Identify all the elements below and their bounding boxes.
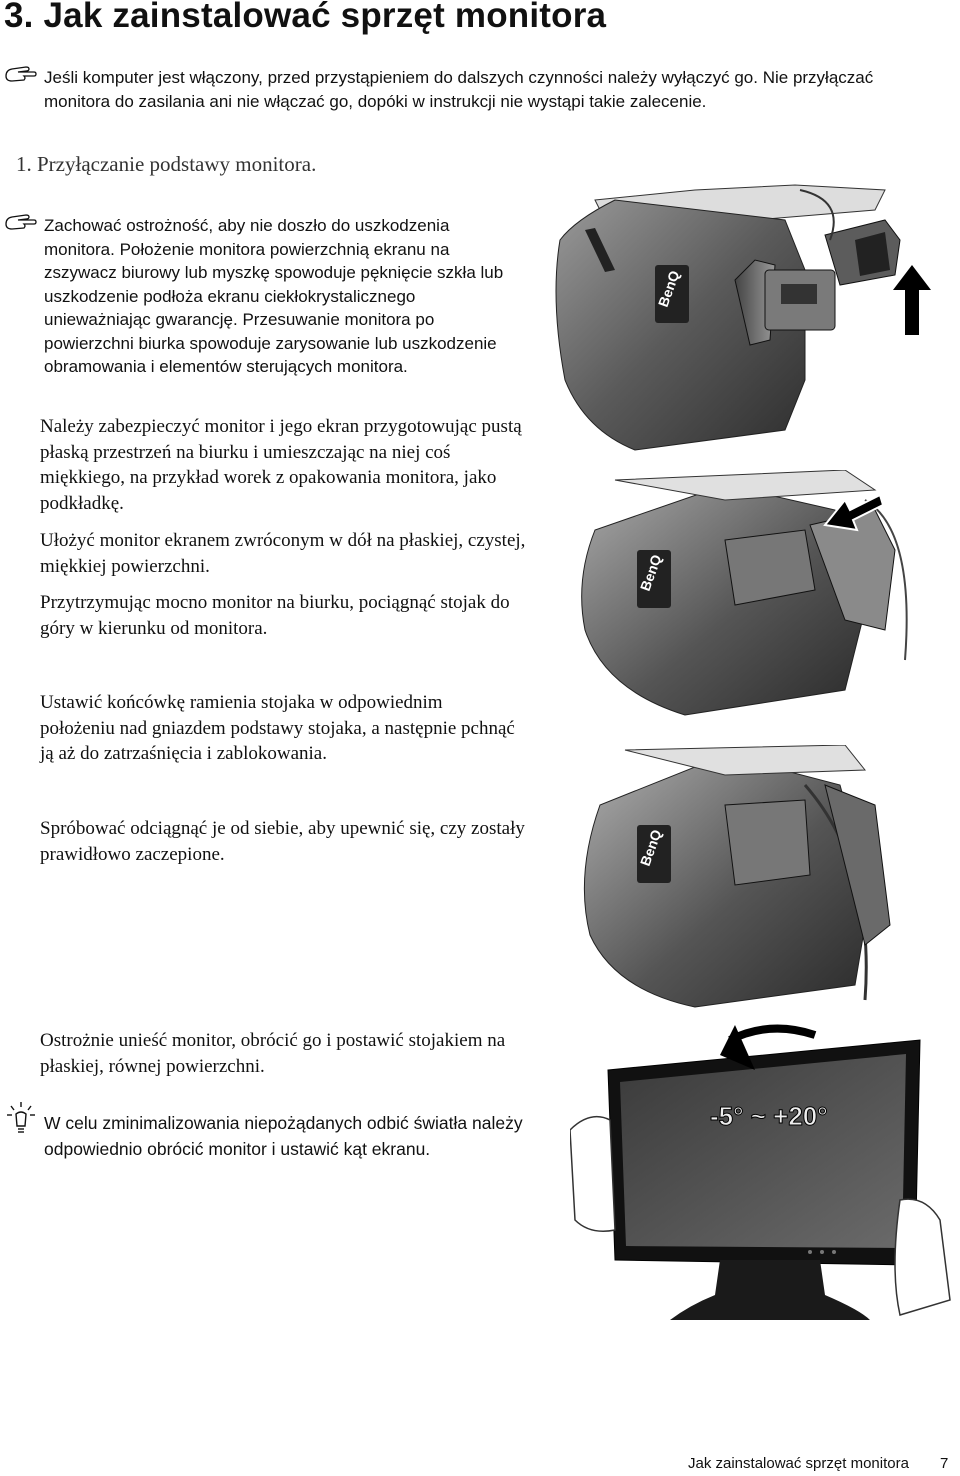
benq-logo: BenQ <box>654 268 683 310</box>
tip-note: W celu zminimalizowania niepożądanych odbić światła należy odpowiednio obrócić monitor i ustawić kąt ekranu. <box>44 1113 523 1159</box>
intro-note: Jeśli komputer jest włączony, przed przystąpieniem do dalszych czynności należy wyłączyć go. Nie przyłączać monitora do zasilania ani nie włączać go, dopóki w instrukcji nie wystąpi takie zalecenie. <box>44 68 874 111</box>
figure-monitor-tilt <box>570 1020 955 1320</box>
caution-note: Zachować ostrożność, aby nie doszło do uszkodzenia monitora. Położenie monitora powierzchnią ekranu na zszywacz biurowy lub myszkę spowoduje pęknięcie szkła lub uszkodzenie podłoża ekranu ciekłokrystalicznego unieważniając gwarancję. Przesuwanie monitora po powierzchni biurka spowoduje zarysowanie lub uszkodzenie obramowania i elementów sterujących monitora. <box>44 216 504 376</box>
lightbulb-icon <box>6 1100 36 1136</box>
para-place: Ułożyć monitor ekranem zwróconym w dół na płaskiej, czystej, miękkiej powierzchni. <box>40 530 526 577</box>
step-heading: 1. Przyłączanie podstawy monitora. <box>16 152 317 176</box>
para-test: Spróbować odciągnąć je od siebie, aby upewnić się, czy zostały prawidłowo zaczepione. <box>40 818 525 865</box>
figure-stand-locked <box>575 745 960 1010</box>
benq-logo: BenQ <box>636 552 665 594</box>
para-protect: Należy zabezpieczyć monitor i jego ekran przygotowując pustą płaską przestrzeń na biurku i umieszczając na niej coś miękkiego, na przykład worek z opakowania monitora, jako podkładkę. <box>40 416 522 514</box>
figure-stand-insert <box>575 470 960 720</box>
benq-logo: BenQ <box>636 827 665 869</box>
figure-stand-pull <box>555 180 955 460</box>
pointing-hand-icon <box>4 210 38 234</box>
page-number: 7 <box>940 1455 949 1472</box>
para-align: Ustawić końcówkę ramienia stojaka w odpowiednim położeniu nad gniazdem podstawy stojaka, a następnie pchnąć ją aż do zatrzaśnięcia i zablokowania. <box>40 692 515 764</box>
footer-section-title: Jak zainstalować sprzęt monitora <box>688 1455 909 1472</box>
para-pull: Przytrzymując mocno monitor na biurku, pociągnąć stojak do góry w kierunku od monitora. <box>40 592 510 639</box>
para-lift: Ostrożnie unieść monitor, obrócić go i postawić stojakiem na płaskiej, równej powierzchni. <box>40 1030 506 1077</box>
pointing-hand-icon <box>4 62 38 86</box>
page-title: 3. Jak zainstalować sprzęt monitora <box>4 0 607 35</box>
tilt-range-label: -5° ~ +20° <box>710 1101 828 1131</box>
